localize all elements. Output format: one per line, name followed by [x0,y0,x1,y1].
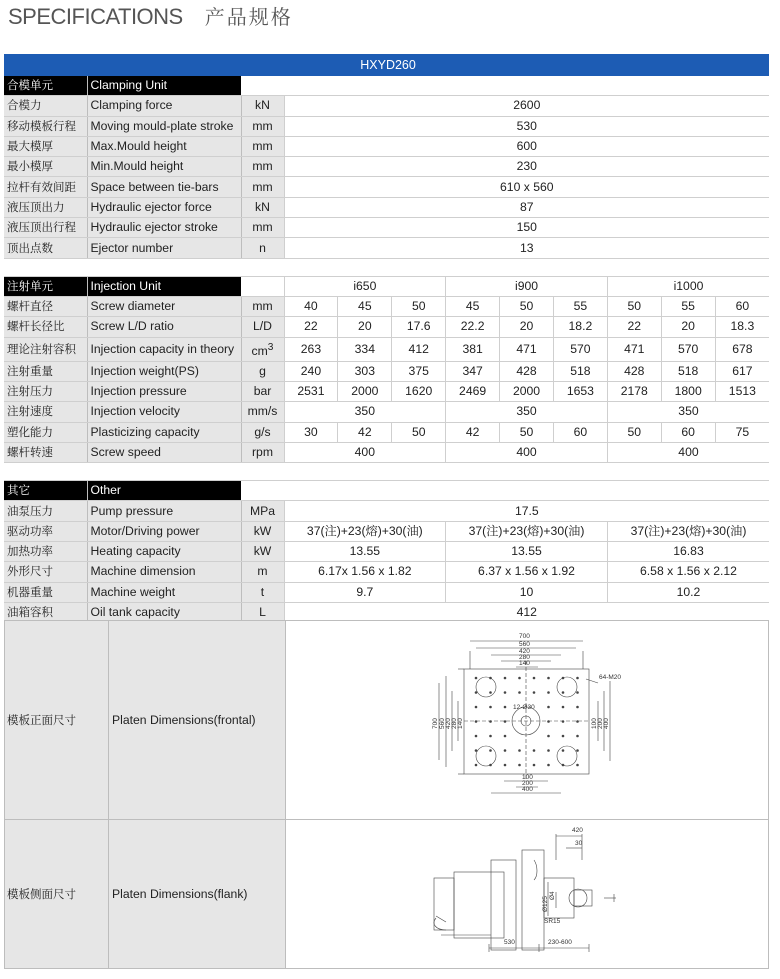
bolt-hole-13 [489,764,492,767]
bolt-hole-8 [489,691,492,694]
clamping-row-1-value: 530 [284,116,769,136]
injection-row-1-value-5: 18.2 [553,317,607,337]
clamping-row-0-value: 2600 [284,96,769,116]
clamping-row-1-unit: mm [241,116,284,136]
injection-row-4-value-2: 1620 [392,381,446,401]
injection-row-3-value-5: 518 [553,361,607,381]
bolt-hole-19 [504,749,507,752]
injection-row-2-value-4: 471 [500,337,554,361]
clamping-row-3-en: Min.Mould height [87,157,241,177]
clamping-row [4,177,769,197]
bolt-hole-1 [475,691,478,694]
injection-screw-speed-en: Screw speed [87,442,241,462]
injection-section-header [4,276,769,296]
platen-outline [464,669,589,774]
injection-row-2-value-0: 263 [284,337,338,361]
bolt-hole-17 [504,720,507,723]
bolt-hole-14 [504,677,507,680]
injection-row-0-en: Screw diameter [87,296,241,316]
injection-group-1: i900 [446,276,608,296]
other-oil-zh: 油箱容积 [4,602,87,622]
other-row-0-zh: 驱动功率 [4,521,87,541]
bolt-hole-21 [518,677,521,680]
clamping-row-7-zh: 顶出点数 [4,238,87,258]
bolt-hole-6 [475,764,478,767]
injection-row-0-value-5: 55 [553,296,607,316]
clamping-header-zh: 合模单元 [4,76,87,96]
bolt-hole-39 [562,720,565,723]
other-oil-value: 412 [284,602,769,622]
dim-right-400: 400 [603,718,610,729]
tie-bar-hole-tr [557,677,577,697]
clamping-header-en: Clamping Unit [87,76,241,96]
hole-note: 12-Ø30 [513,704,535,711]
injection-velocity-value-1: 350 [446,402,608,422]
platen-flank-en: Platen Dimensions(flank) [108,820,285,968]
clamping-row-6-en: Hydraulic ejector stroke [87,218,241,238]
clamping-row-5-value: 87 [284,197,769,217]
page-title [8,1,293,30]
bolt-hole-36 [562,677,565,680]
page-title-zh: 产品规格 [204,5,293,29]
other-row-0-unit: kW [241,521,284,541]
other-row-3-zh: 机器重量 [4,582,87,602]
injection-row-2-en: Injection capacity in theory [87,337,241,361]
bolt-hole-9 [489,706,492,709]
flank-dim-d4: Ø4 [549,891,556,900]
dim-top-560: 560 [519,641,530,648]
other-header-en: Other [87,481,241,501]
injection-row-3-value-0: 240 [284,361,338,381]
injection-row-0-unit: mm [241,296,284,316]
injection-velocity-value-0: 350 [284,402,446,422]
clamping-row-7-unit: n [241,238,284,258]
other-row-1-en: Heating capacity [87,542,241,562]
injection-row-4-value-6: 2178 [607,381,661,401]
other-row [4,562,769,582]
platen-frontal-drawing [285,621,768,819]
other-pump-row [4,501,769,521]
injection-row-4-value-7: 1800 [661,381,715,401]
clamping-row-0-en: Clamping force [87,96,241,116]
injection-row-1-value-1: 20 [338,317,392,337]
dim-left-280: 280 [451,718,458,729]
bolt-hole-27 [533,749,536,752]
injection-velocity-zh: 注射速度 [4,402,87,422]
clamping-row-4-value: 610 x 560 [284,177,769,197]
injection-velocity-value-2: 350 [607,402,769,422]
injection-screw-speed-value-2: 400 [607,442,769,462]
bolt-hole-45 [576,706,579,709]
clamping-row-0-zh: 合模力 [4,96,87,116]
spacer-2 [4,463,769,481]
injection-row-4-value-5: 1653 [553,381,607,401]
bolt-hole-37 [562,691,565,694]
injection-row-0-value-2: 50 [392,296,446,316]
bolt-hole-40 [562,735,565,738]
bolt-hole-5 [475,749,478,752]
clamping-row-3-zh: 最小模厚 [4,157,87,177]
injection-plasticizing-value-2: 50 [392,422,446,442]
spacer-1-cell [4,258,769,276]
injection-plasticizing-value-6: 50 [607,422,661,442]
dim-bottom-400: 400 [522,786,533,793]
other-row-2-value-2: 6.58 x 1.56 x 2.12 [607,562,769,582]
injection-screw-speed-zh: 螺杆转速 [4,442,87,462]
injection-row-1-zh: 螺杆长径比 [4,317,87,337]
spacer-1 [4,258,769,276]
other-row-3-value-2: 10.2 [607,582,769,602]
injection-row-2-unit-base: cm [251,343,268,358]
injection-screw-speed-value-0: 400 [284,442,446,462]
bolt-hole-32 [547,720,550,723]
bolt-hole-24 [518,764,521,767]
injection-row-1-value-2: 17.6 [392,317,446,337]
injection-row-4-en: Injection pressure [87,381,241,401]
clamping-row-6-unit: mm [241,218,284,238]
other-row-1-zh: 加热功率 [4,542,87,562]
other-row-3-unit: t [241,582,284,602]
flank-dim-d125: Ø125 [542,896,549,912]
injection-row-3-value-7: 518 [661,361,715,381]
flank-dim-530: 530 [504,939,515,946]
other-header-blank [241,481,769,501]
bolt-hole-41 [562,749,565,752]
injection-row-1-value-7: 20 [661,317,715,337]
injection-row [4,402,769,422]
clamping-row-2-en: Max.Mould height [87,136,241,156]
injection-row [4,381,769,401]
other-pump-en: Pump pressure [87,501,241,521]
tie-bar-hole-br [557,746,577,766]
clamping-row [4,238,769,258]
bolt-note: 64-M20 [599,674,622,681]
dim-top-700: 700 [519,633,530,640]
injection-row-4-zh: 注射压力 [4,381,87,401]
injection-row-0-value-1: 45 [338,296,392,316]
bolt-hole-0 [475,677,478,680]
injection-row-4-value-8: 1513 [715,381,769,401]
injection-plasticizing-value-7: 60 [661,422,715,442]
injection-plasticizing-zh: 塑化能力 [4,422,87,442]
injection-row-3-value-2: 375 [392,361,446,381]
clamping-row-4-en: Space between tie-bars [87,177,241,197]
flank-dim-30: 30 [575,840,583,847]
clamping-section-header [4,76,769,96]
injection-row-1-value-8: 18.3 [715,317,769,337]
frontal-diagram [286,621,770,819]
other-pump-zh: 油泵压力 [4,501,87,521]
other-row-0-value-0: 37(注)+23(熔)+30(油) [284,521,446,541]
other-row-1-unit: kW [241,542,284,562]
bolt-hole-31 [547,706,550,709]
injection-plasticizing-value-0: 30 [284,422,338,442]
clamping-row [4,197,769,217]
other-row-3-value-1: 10 [446,582,608,602]
bolt-hole-26 [533,691,536,694]
injection-row-2-value-6: 471 [607,337,661,361]
other-header-zh: 其它 [4,481,87,501]
injection-screw-speed-value-1: 400 [446,442,608,462]
injection-row-1-value-3: 22.2 [446,317,500,337]
clamping-row-5-en: Hydraulic ejector force [87,197,241,217]
clamping-row-2-unit: mm [241,136,284,156]
injection-row-0-value-7: 55 [661,296,715,316]
clamping-row [4,96,769,116]
injection-row-1-value-6: 22 [607,317,661,337]
dim-bottom-200: 200 [522,780,533,787]
platen-flank-zh: 模板侧面尺寸 [5,820,108,968]
clamping-header-blank [241,76,769,96]
injection-row [4,337,769,361]
bolt-hole-12 [489,749,492,752]
clamping-row-0-unit: kN [241,96,284,116]
injection-row-4-value-1: 2000 [338,381,392,401]
bolt-hole-20 [504,764,507,767]
injection-plasticizing-value-8: 75 [715,422,769,442]
dim-left-700: 700 [432,718,439,729]
bolt-hole-7 [489,677,492,680]
injection-row-2-unit-sup: 3 [267,341,274,353]
bolt-hole-42 [562,764,565,767]
bolt-hole-30 [547,691,550,694]
dim-right-200: 200 [597,718,604,729]
clamping-row-6-zh: 液压顶出行程 [4,218,87,238]
injection-row-3-value-8: 617 [715,361,769,381]
injection-row-1-value-4: 20 [500,317,554,337]
bolt-hole-38 [562,706,565,709]
bolt-hole-22 [518,691,521,694]
platen-frontal-en: Platen Dimensions(frontal) [108,621,285,819]
bolt-hole-11 [489,735,492,738]
other-row-0-en: Motor/Driving power [87,521,241,541]
page-title-en: SPECIFICATIONS [8,4,183,29]
platen-frontal-zh: 模板正面尺寸 [5,621,108,819]
injection-row-2-value-2: 412 [392,337,446,361]
model-header-row [4,54,769,76]
other-row-0-value-2: 37(注)+23(熔)+30(油) [607,521,769,541]
injection-screw-speed-unit: rpm [241,442,284,462]
clamping-row-3-value: 230 [284,157,769,177]
clamping-row-7-en: Ejector number [87,238,241,258]
injection-row [4,442,769,462]
bolt-hole-49 [576,764,579,767]
bolt-hole-29 [547,677,550,680]
injection-plasticizing-value-5: 60 [553,422,607,442]
injection-plasticizing-value-3: 42 [446,422,500,442]
bolt-hole-grid [475,677,579,767]
clamping-row-4-zh: 拉杆有效间距 [4,177,87,197]
injection-row-0-value-4: 50 [500,296,554,316]
injection-row-4-unit: bar [241,381,284,401]
dim-right-100: 100 [591,718,598,729]
clamping-row [4,136,769,156]
injection-row-0-zh: 螺杆直径 [4,296,87,316]
platen-flank-drawing [285,820,768,968]
other-row-3-value-0: 9.7 [284,582,446,602]
dim-left-420: 420 [445,718,452,729]
bolt-hole-4 [475,735,478,738]
bolt-hole-15 [504,691,507,694]
platen-section [4,620,769,969]
clamping-row [4,157,769,177]
bolt-hole-34 [547,749,550,752]
bolt-hole-23 [518,749,521,752]
injection-row-2-value-5: 570 [553,337,607,361]
flank-dim-230-600: 230-600 [548,939,572,946]
dim-bottom-100: 100 [522,774,533,781]
injection-row-3-value-3: 347 [446,361,500,381]
bolt-hole-28 [533,764,536,767]
flank-diagram [286,820,770,967]
injection-row-1-unit: L/D [241,317,284,337]
clamping-row-5-unit: kN [241,197,284,217]
injection-row-2-value-8: 678 [715,337,769,361]
other-oil-unit: L [241,602,284,622]
injection-plasticizing-value-4: 50 [500,422,554,442]
platen-frontal-row [5,621,768,820]
injection-plasticizing-value-1: 42 [338,422,392,442]
injection-row-3-value-4: 428 [500,361,554,381]
spacer-2-cell [4,463,769,481]
injection-header-en: Injection Unit [87,276,241,296]
other-row-2-unit: m [241,562,284,582]
injection-row-0-value-6: 50 [607,296,661,316]
injection-row [4,296,769,316]
other-pump-unit: MPa [241,501,284,521]
other-row [4,582,769,602]
other-row-2-value-0: 6.17x 1.56 x 1.82 [284,562,446,582]
bolt-hole-25 [533,677,536,680]
dim-left-560: 560 [439,718,446,729]
tie-bar-hole-bl [476,746,496,766]
injection-row-1-en: Screw L/D ratio [87,317,241,337]
bolt-hole-3 [475,720,478,723]
other-row [4,521,769,541]
clamping-row-4-unit: mm [241,177,284,197]
bolt-hole-18 [504,735,507,738]
other-row-2-value-1: 6.37 x 1.56 x 1.92 [446,562,608,582]
injection-row-0-value-8: 60 [715,296,769,316]
clamping-row-7-value: 13 [284,238,769,258]
clamping-row-1-zh: 移动模板行程 [4,116,87,136]
model-label: HXYD260 [4,54,769,76]
injection-row-2-zh: 理论注射容积 [4,337,87,361]
injection-group-0: i650 [284,276,446,296]
clamping-row-5-zh: 液压顶出力 [4,197,87,217]
other-row-0-value-1: 37(注)+23(熔)+30(油) [446,521,608,541]
bolt-hole-46 [576,720,579,723]
other-oil-en: Oil tank capacity [87,602,241,622]
clamping-row [4,218,769,238]
injection-row-4-value-4: 2000 [500,381,554,401]
clamping-row-3-unit: mm [241,157,284,177]
injection-plasticizing-unit: g/s [241,422,284,442]
injection-velocity-unit: mm/s [241,402,284,422]
injection-row-4-value-3: 2469 [446,381,500,401]
dim-left-140: 140 [457,718,464,729]
injection-velocity-en: Injection velocity [87,402,241,422]
clamping-row [4,116,769,136]
bolt-hole-47 [576,735,579,738]
bolt-hole-43 [576,677,579,680]
injection-row-3-unit: g [241,361,284,381]
tie-bar-hole-tl [476,677,496,697]
injection-plasticizing-en: Plasticizing capacity [87,422,241,442]
dim-top-280: 280 [519,654,530,661]
injection-row [4,361,769,381]
injection-row-3-en: Injection weight(PS) [87,361,241,381]
spec-table [4,54,769,623]
bolt-hole-16 [504,706,507,709]
other-row-2-zh: 外形尺寸 [4,562,87,582]
bolt-hole-10 [489,720,492,723]
clamping-row-2-value: 600 [284,136,769,156]
injection-row-3-value-1: 303 [338,361,392,381]
bolt-hole-44 [576,691,579,694]
injection-row [4,422,769,442]
injection-row-2-value-1: 334 [338,337,392,361]
platen-flank-row [5,820,768,968]
other-row-1-value-0: 13.55 [284,542,446,562]
flank-dim-sr15: SR15 [544,918,561,925]
injection-row-2-value-7: 570 [661,337,715,361]
other-pump-value: 17.5 [284,501,769,521]
injection-header-zh: 注射单元 [4,276,87,296]
clamping-row-2-zh: 最大模厚 [4,136,87,156]
injection-row-0-value-3: 45 [446,296,500,316]
bolt-hole-48 [576,749,579,752]
bolt-hole-33 [547,735,550,738]
injection-row-2-unit [241,337,284,361]
clamping-row-1-en: Moving mould-plate stroke [87,116,241,136]
dim-top-140: 140 [519,660,530,667]
injection-row-3-value-6: 428 [607,361,661,381]
other-row-1-value-2: 16.83 [607,542,769,562]
injection-row-4-value-0: 2531 [284,381,338,401]
bolt-hole-35 [547,764,550,767]
bolt-hole-2 [475,706,478,709]
other-row-2-en: Machine dimension [87,562,241,582]
other-section-header [4,481,769,501]
other-row-3-en: Machine weight [87,582,241,602]
dim-top-420: 420 [519,648,530,655]
other-row-1-value-1: 13.55 [446,542,608,562]
injection-group-2: i1000 [607,276,769,296]
flank-dim-420: 420 [572,827,583,834]
injection-header-blank [241,276,284,296]
injection-row [4,317,769,337]
injection-row-2-value-3: 381 [446,337,500,361]
injection-row-0-value-0: 40 [284,296,338,316]
injection-row-3-zh: 注射重量 [4,361,87,381]
injection-row-1-value-0: 22 [284,317,338,337]
clamping-row-6-value: 150 [284,218,769,238]
other-row [4,542,769,562]
